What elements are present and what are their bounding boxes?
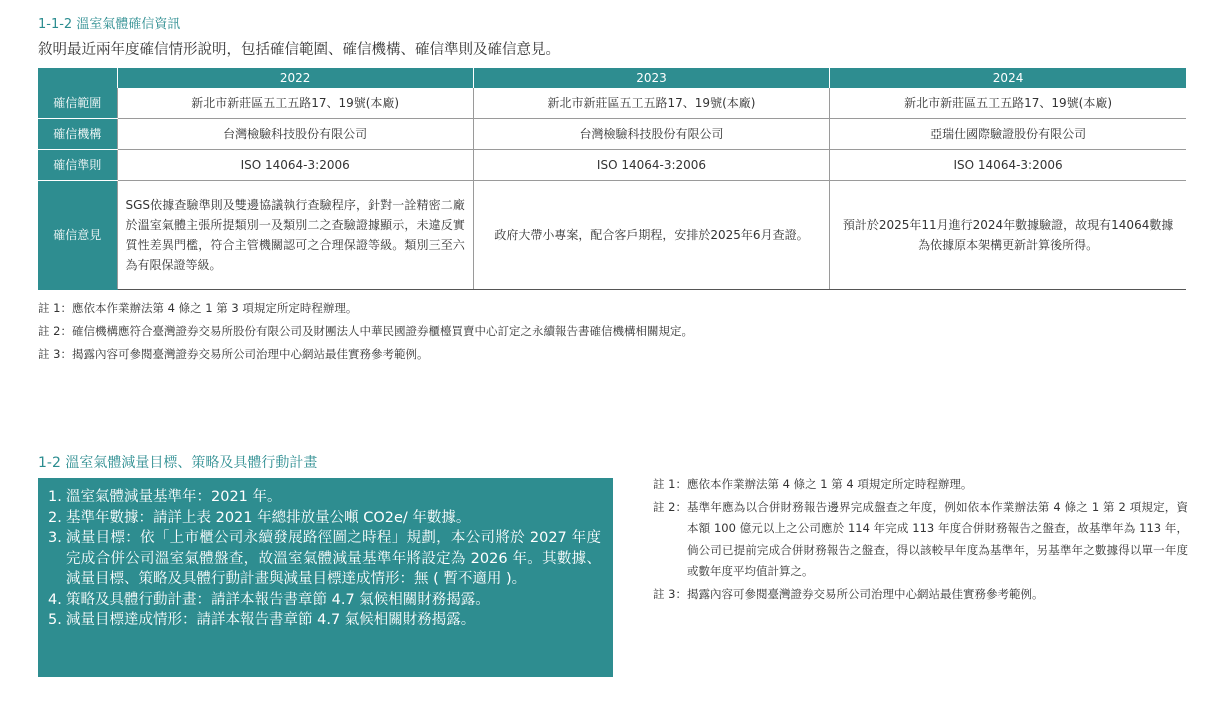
note-text: 應依本作業辦法第 4 條之 1 第 4 項規定所定時程辦理。 (686, 477, 973, 491)
list-item-number: 3. (48, 530, 62, 546)
note-line (653, 474, 1188, 496)
list-item-number: 4. (48, 591, 62, 608)
table-header-corner (38, 68, 117, 88)
table-header-year: 2022 (117, 68, 473, 88)
list-item (48, 590, 601, 611)
table-row (38, 181, 1186, 290)
table-cell: 政府大帶小專案，配合客戶期程，安排於2025年6月查證。 (473, 181, 829, 290)
note-line: 註 3：揭露內容可參閱臺灣證券交易所公司治理中心網站最佳實務參考範例。 (38, 347, 429, 361)
note-text: 基準年應為以合併財務報告邊界完成盤查之年度，例如依本作業辦法第 4 條之 1 第 2 項規定，資本額 100 億元以上之公司應於 114 年完成 113 年度合併財務報告之盤查，故基準年為 113 年，倘公司已提前完成合併財務報告之盤查，得以該較早年度為基準年，另基準年之數據得以單一年度或數年度平均值計算之。 (686, 499, 1188, 578)
section-lead-text: 敘明最近兩年度確信情形說明，包括確信範圍、確信機構、確信準則及確信意見。 (38, 42, 560, 58)
table-cell: 亞瑞仕國際驗證股份有限公司 (830, 119, 1186, 150)
list-item (48, 610, 601, 631)
table-row (38, 88, 1186, 119)
table-cell: 新北市新莊區五工五路17、19號(本廠) (117, 88, 473, 119)
reduction-plan-box (38, 478, 613, 677)
note-label: 註 2： (653, 499, 687, 514)
list-item (48, 487, 601, 508)
table-row (38, 119, 1186, 150)
table-header-year: 2023 (473, 68, 829, 88)
row-header: 確信意見 (38, 181, 117, 290)
note-line: 註 2：確信機構應符合臺灣證券交易所股份有限公司及財團法人中華民國證券櫃檯買賣中心訂定之永續報告書確信機構相關規定。 (38, 324, 693, 338)
table-cell: ISO 14064-3:2006 (473, 150, 829, 181)
table-cell: 台灣檢驗科技股份有限公司 (117, 119, 473, 150)
table-cell: ISO 14064-3:2006 (117, 150, 473, 181)
list-item-number: 5. (48, 612, 62, 628)
table-header-row (38, 68, 1186, 88)
list-item-text: 減量目標：依「上市櫃公司永續發展路徑圖之時程」規劃，本公司將於 2027 年度完成合併公司溫室氣體盤查，故溫室氣體減量基準年將設定為 2026 年。其數據、減量目標、策略及具體行動計畫與減量目標達成情形：無 ( 暫不適用 )。 (66, 530, 601, 587)
list-item-text: 基準年數據：請詳上表 2021 年總排放量公噸 CO2e/ 年數據。 (66, 509, 471, 526)
table-cell: ISO 14064-3:2006 (830, 150, 1186, 181)
list-item-number: 1. (48, 489, 62, 505)
note-label: 註 1： (653, 477, 687, 491)
note-line (653, 584, 1188, 606)
table-cell: 新北市新莊區五工五路17、19號(本廠) (830, 88, 1186, 119)
note-line: 註 1：應依本作業辦法第 4 條之 1 第 3 項規定所定時程辦理。 (38, 301, 358, 315)
table-row (38, 150, 1186, 181)
list-item-text: 溫室氣體減量基準年：2021 年。 (66, 489, 282, 505)
assurance-notes (38, 298, 693, 367)
list-item (48, 508, 601, 529)
note-line (653, 497, 1188, 583)
table-cell: 預計於2025年11月進行2024年數據驗證，故現有14064數據為依據原本架構更新計算後所得。 (830, 181, 1186, 290)
list-item-text: 減量目標達成情形：請詳本報告書章節 4.7 氣候相關財務揭露。 (66, 612, 476, 628)
section-title-assurance: 1-1-2 溫室氣體確信資訊 (38, 17, 181, 32)
list-item-number: 2. (48, 509, 62, 526)
note-text: 揭露內容可參閱臺灣證券交易所公司治理中心網站最佳實務參考範例。 (686, 586, 1044, 601)
section-title-reduction: 1-2 溫室氣體減量目標、策略及具體行動計畫 (38, 455, 318, 471)
table-cell: 台灣檢驗科技股份有限公司 (473, 119, 829, 150)
row-header: 確信準則 (38, 150, 117, 181)
assurance-table (38, 68, 1186, 290)
list-item (48, 528, 601, 590)
row-header: 確信機構 (38, 119, 117, 150)
reduction-notes (653, 474, 1188, 605)
table-header-year: 2024 (830, 68, 1186, 88)
list-item-text: 策略及具體行動計畫：請詳本報告書章節 4.7 氣候相關財務揭露。 (66, 591, 490, 608)
row-header: 確信範圍 (38, 88, 117, 119)
table-cell: 新北市新莊區五工五路17、19號(本廠) (473, 88, 829, 119)
note-label: 註 3： (653, 586, 687, 601)
table-cell: SGS依據查驗準則及雙邊協議執行查驗程序，針對一詮精密二廠於溫室氣體主張所提類別一及類別二之查驗證據顯示，未違反實質性差異門檻，符合主管機關認可之合理保證等級。類別三至六為有限保證等級。 (117, 181, 473, 290)
